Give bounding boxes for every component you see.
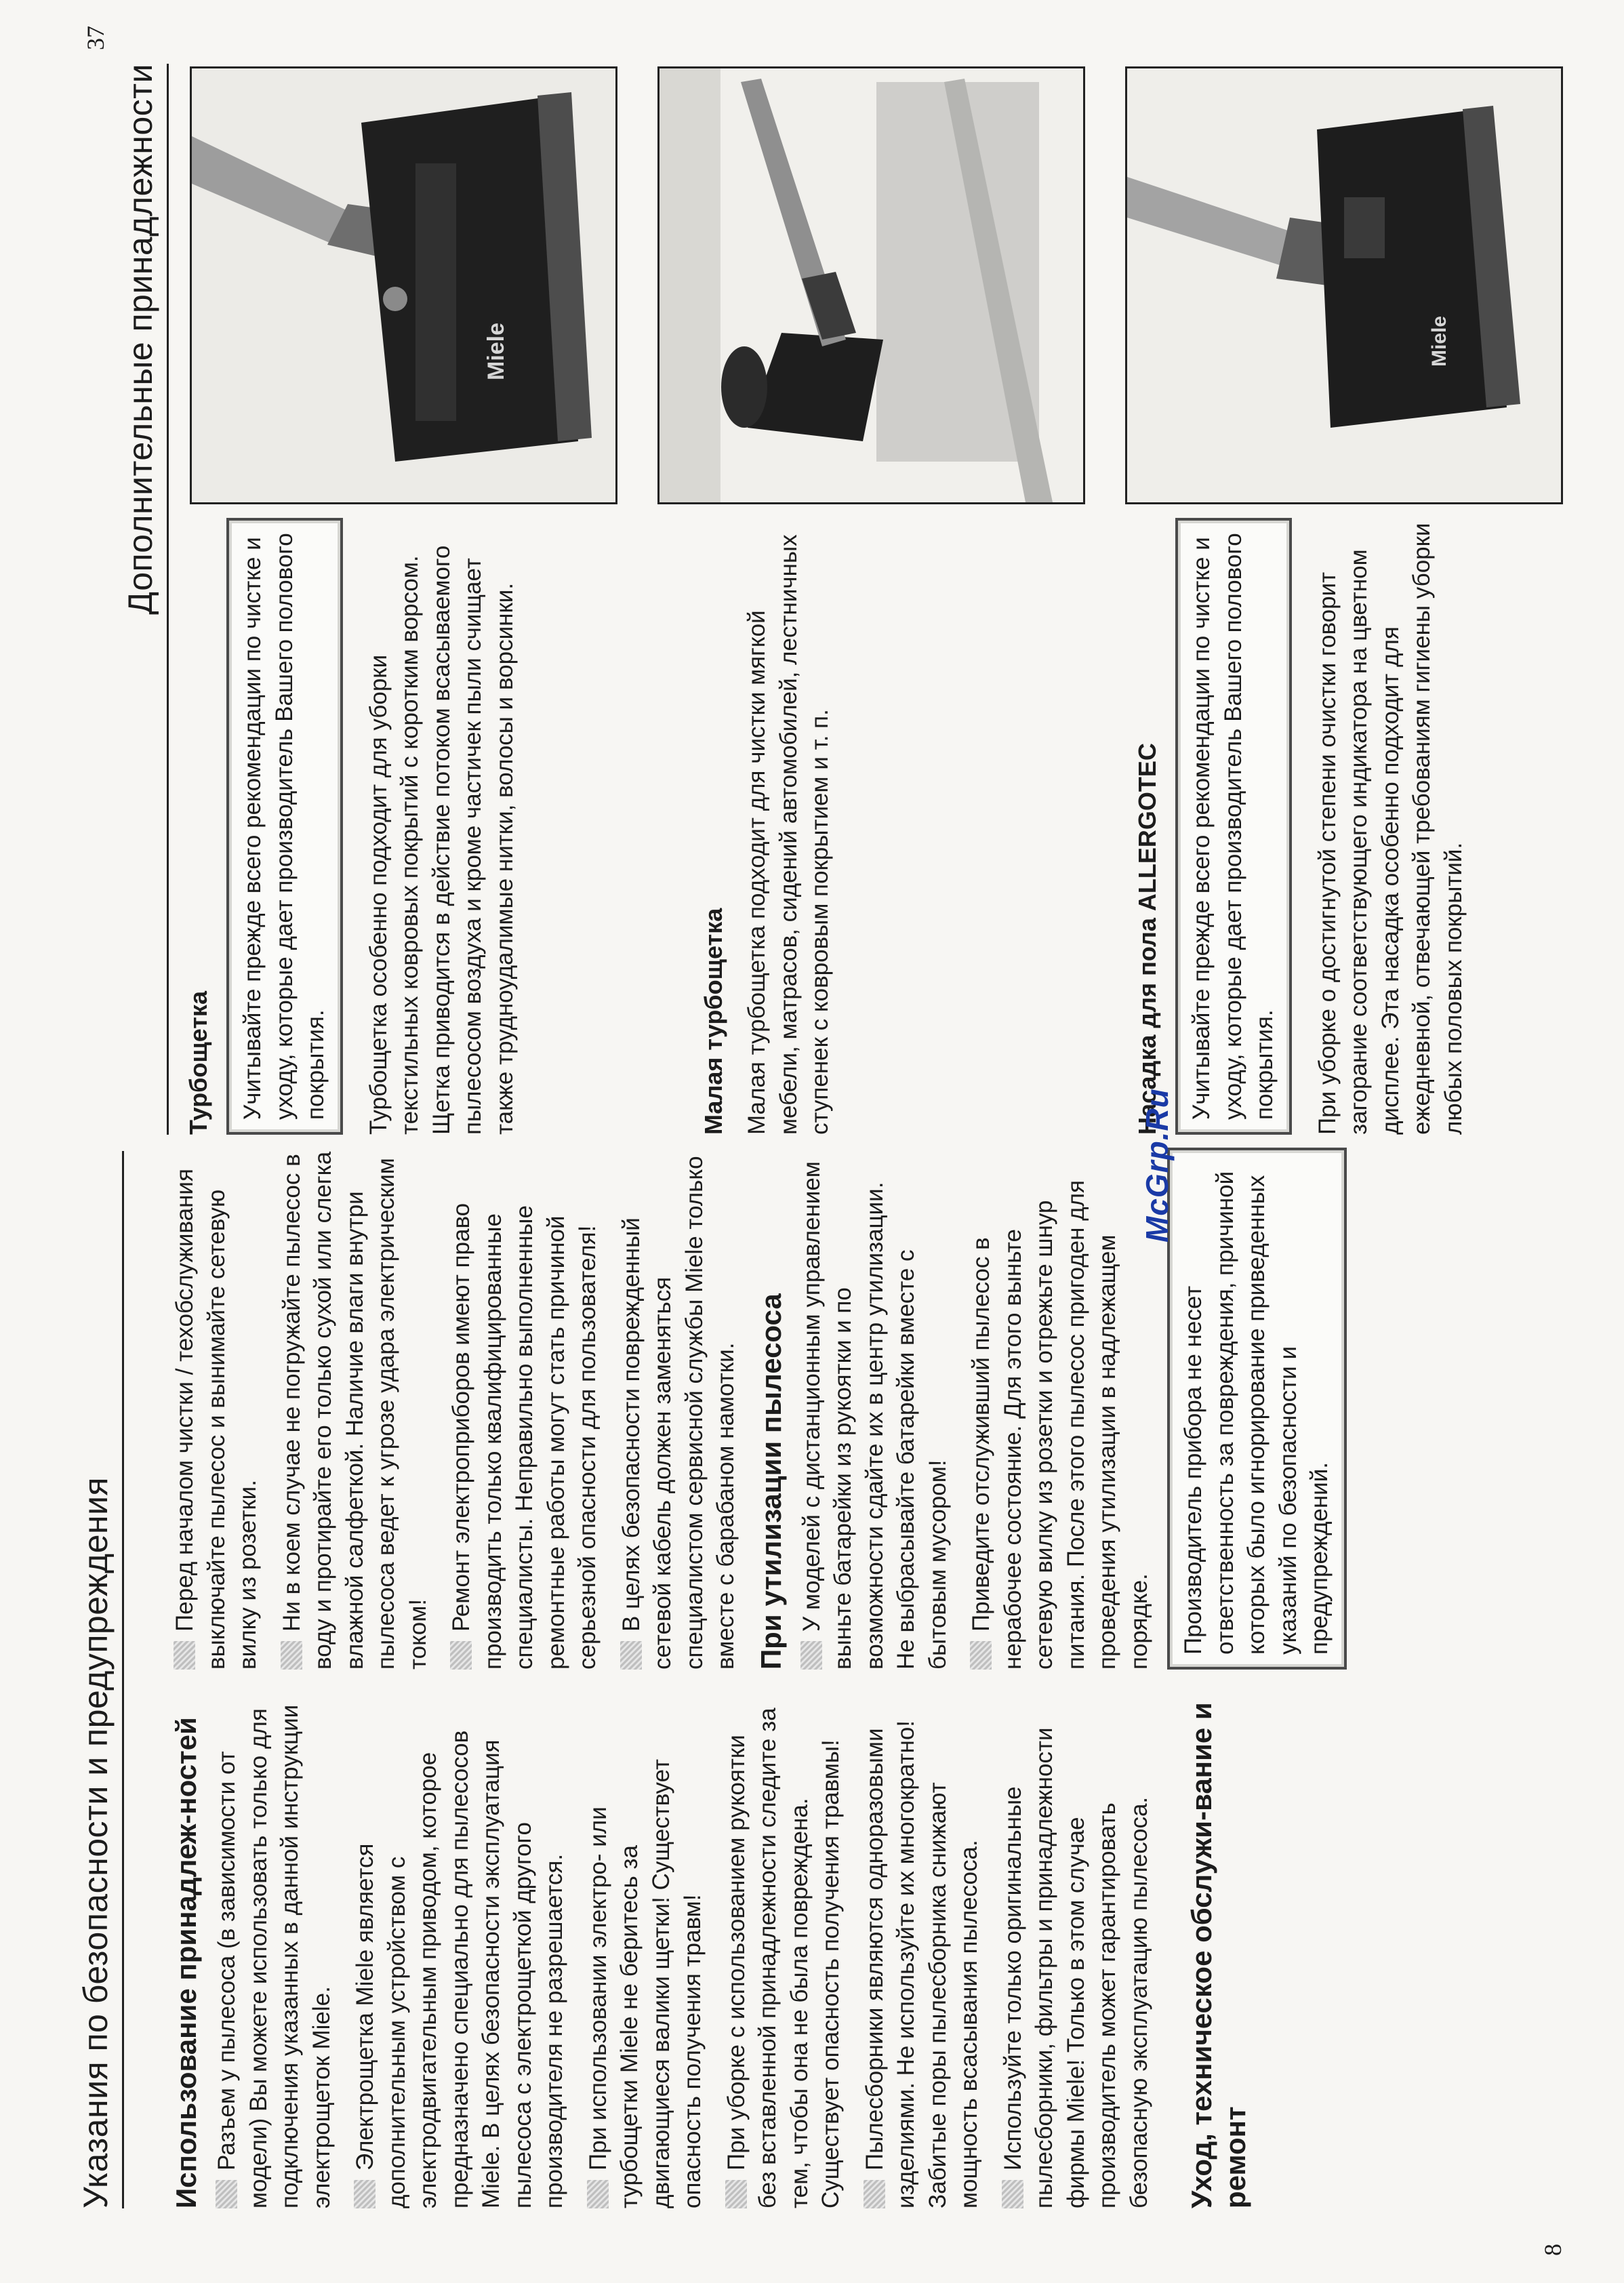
liability-note-box: Производитель прибора не несет ответственность за повреждения, причиной которых было игнорирование приведенных указаний по безопасности и предупреждений. [1167, 1148, 1347, 1670]
paragraph: Электрощетка Miele является дополнительным устройством с электродвигательным приводом, которое предназначено специально для пылесосов Miele. В целях безопасности эксплуатация пылесоса с электрощеткой другого производителя не разрешается. [352, 1730, 567, 2208]
warning-bullet-icon [450, 1641, 472, 1670]
warning-bullet-icon [800, 1641, 822, 1670]
section-allergotec [1132, 518, 1482, 1135]
section-small-turbobrush [698, 518, 849, 1135]
turbobrush-photo [190, 66, 617, 504]
allergotec-photo [1125, 66, 1563, 504]
paragraph: При уборке о достигнутой степени очистки говорит загорание соответствующего индикатора на цветном дисплее. Эта насадка особенно подходит для ежедневной, отвечающей требованиям гигиены уборки любых половых покрытий. [1314, 523, 1467, 1135]
paragraph: Перед началом чистки / техобслуживания выключайте пылесос и вынимайте сетевую вилку из розетки. [171, 1169, 261, 1670]
paragraph: У моделей с дистанционным управлением выньте батарейки из рукоятки и по возможности сдайте их в центр утилизации. Не выбрасывайте батарейки вместе с бытовым мусором! [798, 1161, 951, 1670]
left-page-number: 8 [1539, 2244, 1566, 2256]
left-column-2 [169, 1148, 1367, 1670]
section-title: Малая турбощетка [699, 908, 727, 1135]
paragraph: Разъем у пылесоса (в зависимости от модели) Вы можете использовать только для подключения указанных в данной инструкции электрощеток Miele. [214, 1704, 335, 2208]
paragraph: Приведите отслуживший пылесос в нерабочее состояние. Для этого выньте сетевую вилку из розетки и отрежьте шнур питания. После этого пылесос пригоден для проведения утилизации в надлежащем порядке. [968, 1180, 1152, 1670]
paragraph: В целях безопасности поврежденный сетевой кабель должен заменяться специалистом сервисной службы Miele только вместе с барабаном намотки. [617, 1156, 739, 1670]
paragraph: Пылесборники являются одноразовыми изделиями. Не используйте их многократно! Забитые поры пылесборника снижают мощность всасывания пылесоса. [861, 1720, 982, 2208]
care-note-box: Учитывайте прежде всего рекомендации по чистке и уходу, которые дает производитель Вашего полового покрытия. [226, 518, 343, 1135]
section-title: Насадка для пола ALLERGOTEC [1133, 743, 1161, 1135]
heading-disposal: При утилизации пылесоса [754, 1293, 787, 1670]
warning-bullet-icon [281, 1641, 302, 1670]
miele-logo-text: Miele [483, 322, 509, 380]
left-column-1 [169, 1693, 1261, 2208]
section-turbobrush [183, 518, 533, 1135]
warning-bullet-icon [216, 2180, 237, 2208]
small-turbobrush-photo [657, 66, 1085, 504]
left-page [0, 1142, 1624, 2283]
paragraph: Турбощетка особенно подходит для уборки текстильных ковровых покрытий с коротким ворсом. Щетка приводится в действие потоком всасываемого пылесосом воздуха и кроме частичек пыли счищает также трудноудалимые нитки, волосы и ворсинки. [365, 545, 518, 1135]
paragraph: При уборке с использованием рукоятки без вставленной принадлежности следите за тем, чтобы она не была повреждена. Существует опасность получения травмы! [723, 1708, 844, 2208]
heading-maintenance: Уход, техническое обслужи-вание и ремонт [1185, 1702, 1251, 2208]
warning-bullet-icon [970, 1641, 992, 1670]
care-note-box: Учитывайте прежде всего рекомендации по чистке и уходу, которые дает производитель Вашего полового покрытия. [1175, 518, 1292, 1135]
watermark: McGrp.Ru [1139, 1088, 1175, 1242]
paragraph: Используйте только оригинальные пылесборники, фильтры и принадлежности фирмы Miele! Только в этом случае производитель может гарантировать безопасную эксплуатацию пылесоса. [999, 1727, 1152, 2208]
warning-bullet-icon [587, 2180, 609, 2208]
warning-bullet-icon [620, 1641, 642, 1670]
warning-bullet-icon [174, 1641, 195, 1670]
right-page-number: 37 [82, 26, 109, 50]
warning-bullet-icon [354, 2180, 375, 2208]
warning-bullet-icon [1002, 2180, 1023, 2208]
miele-logo-text: Miele [1428, 315, 1450, 367]
warning-bullet-icon [725, 2180, 747, 2208]
paragraph: Ремонт электроприборов имеют право производить только квалифицированные специалисты. Неправильно выполненные ремонтные работы могут стать причиной серьезной опасности для пользователя! [448, 1203, 601, 1670]
right-page-header: Дополнительные принадлежности [121, 64, 169, 1135]
paragraph: Ни в коем случае не погружайте пылесос в воду и протирайте его только сухой или слегка влажной салфеткой. Наличие влаги внутри пылесоса ведет к угрозе удара электрическим током! [278, 1151, 431, 1670]
section-title: Турбощетка [184, 991, 212, 1135]
paragraph: Малая турбощетка подходит для чистки мягкой мебели, матрасов, сидений автомобилей, лестничных ступенек с ковровым покрытием и т. п. [744, 534, 833, 1135]
left-page-header: Указания по безопасности и предупреждения [76, 1151, 124, 2208]
heading-accessories-use: Использование принадлеж-ностей [170, 1717, 202, 2208]
warning-bullet-icon [864, 2180, 885, 2208]
paragraph: При использовании электро- или турбощетки Miele не беритесь за двигающиеся валики щетки! Существует опасность получения травм! [584, 1759, 706, 2208]
